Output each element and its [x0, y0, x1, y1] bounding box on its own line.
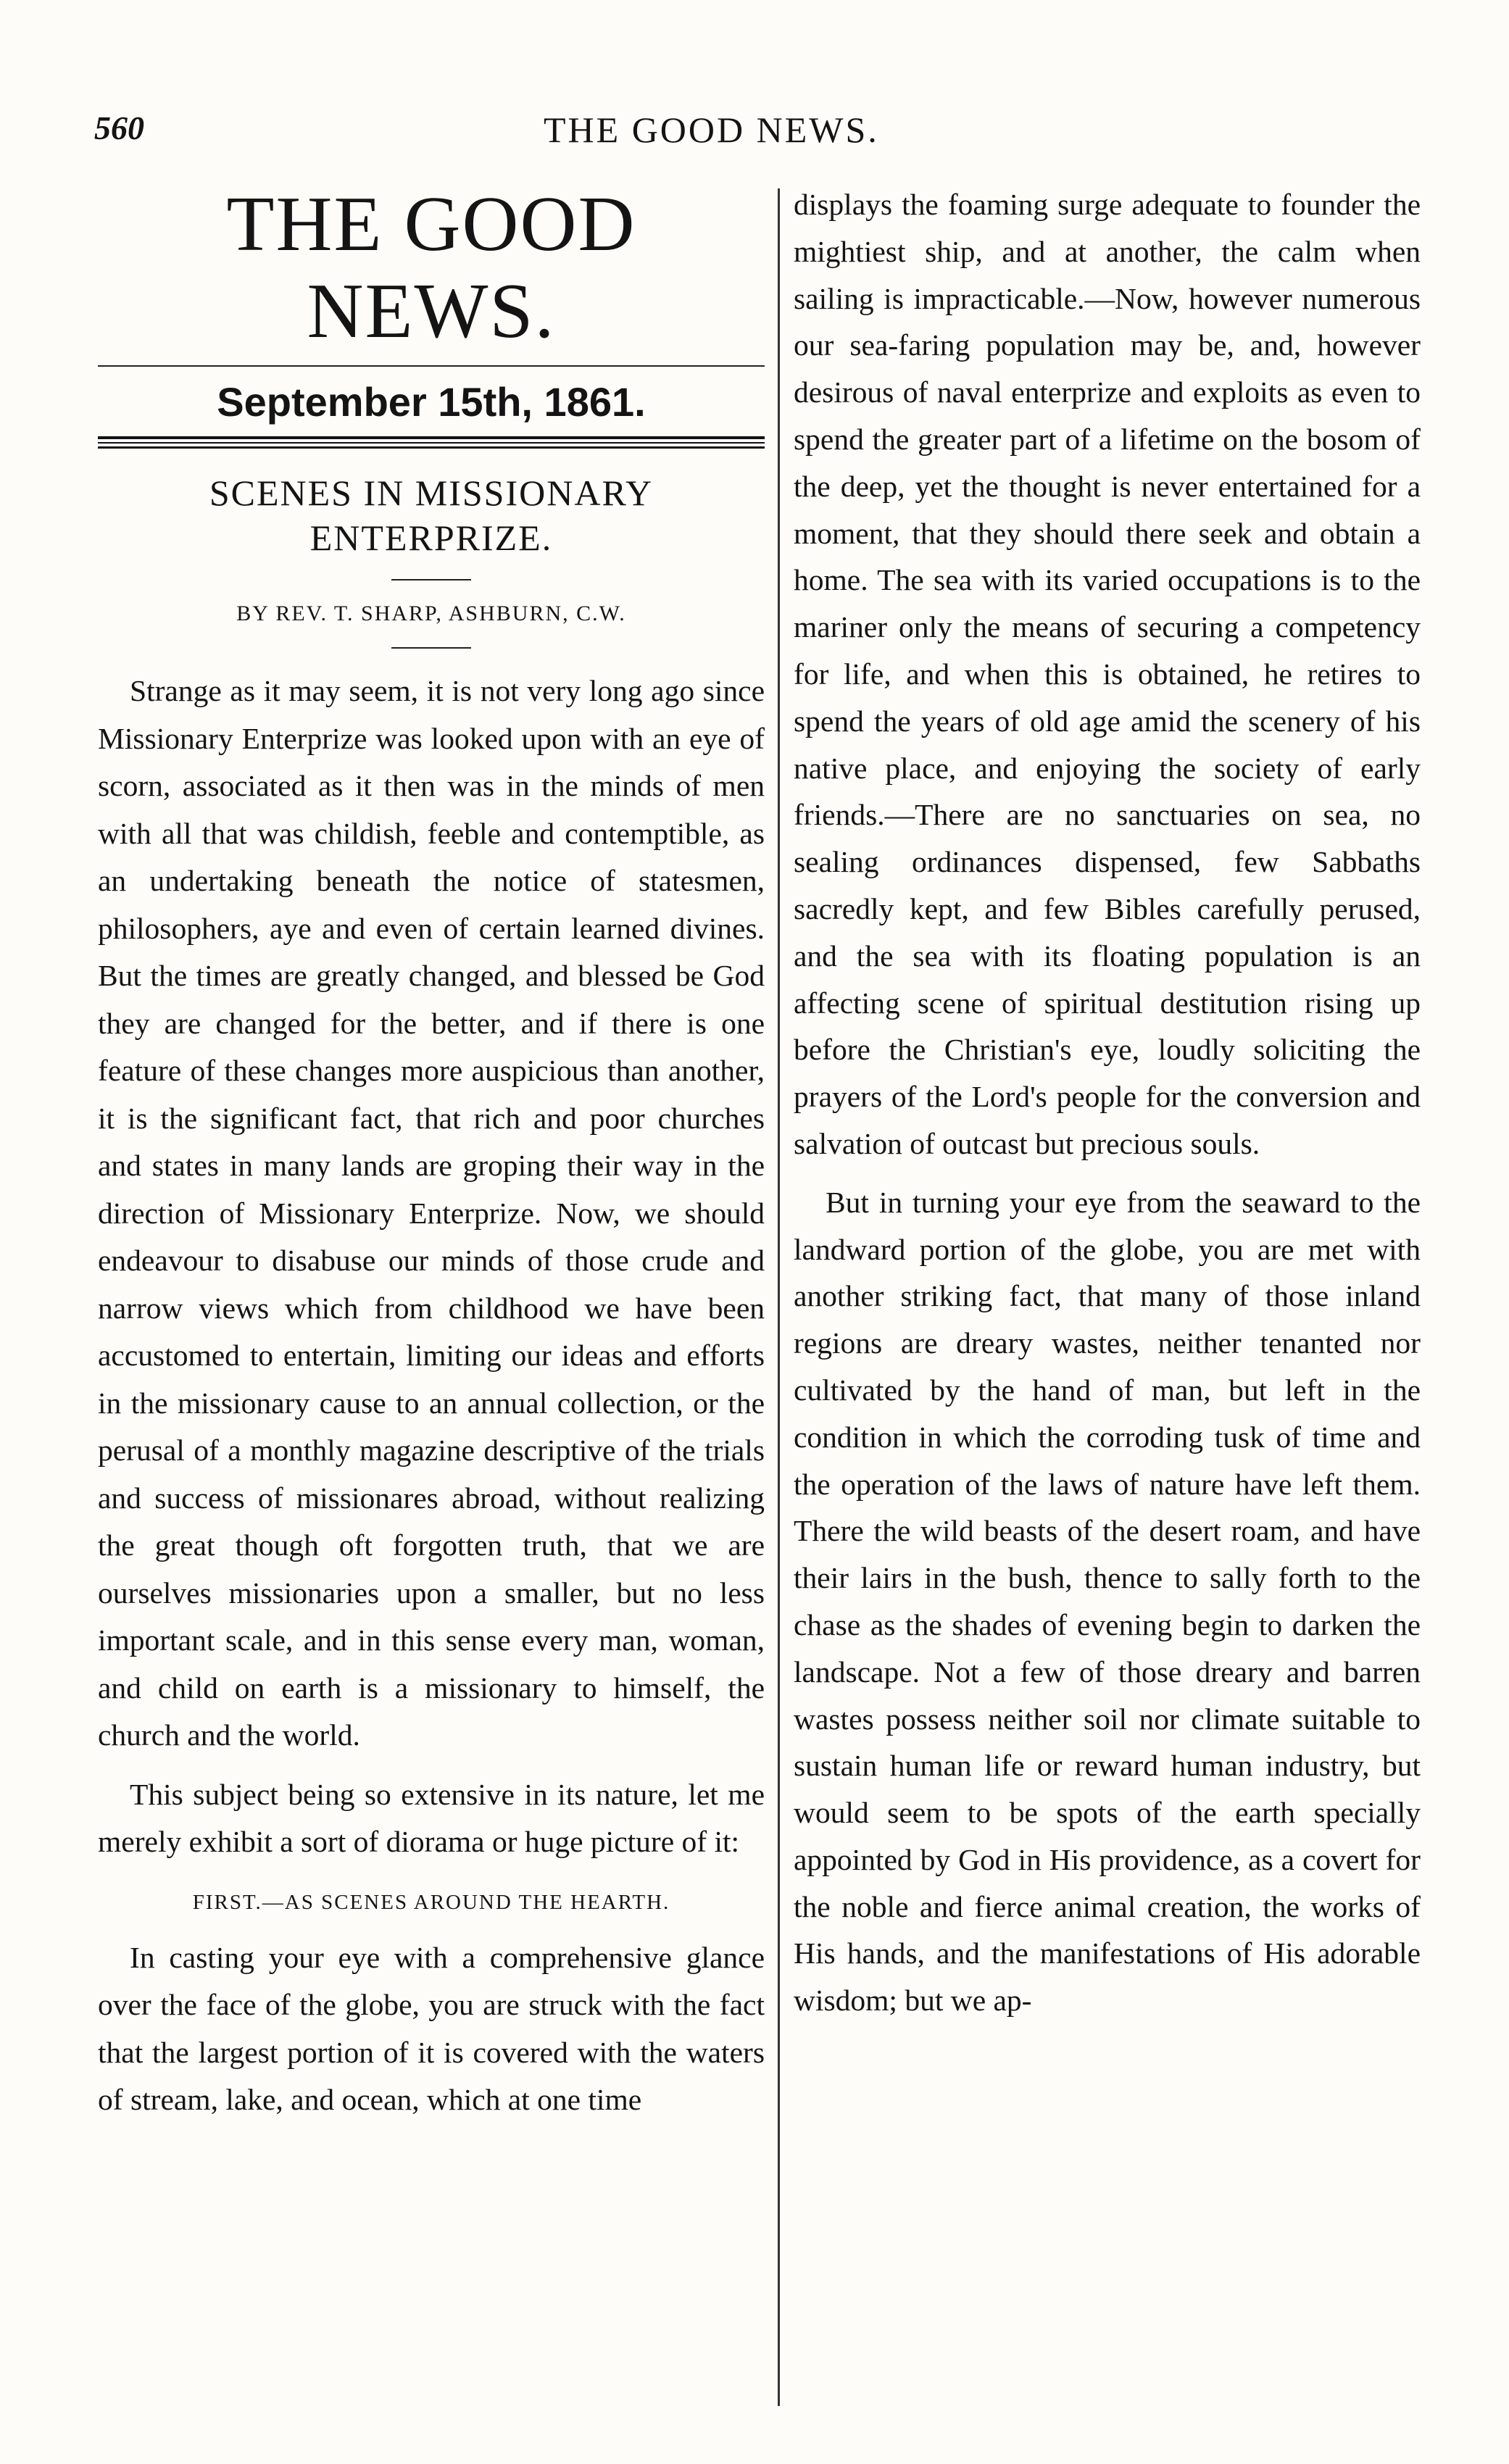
issue-date: September 15th, 1861.	[217, 379, 646, 425]
article-paragraph: displays the foaming surge adequate to founder the mightiest ship, and at another, the calm when sailing is impracticable.—Now, however numerous our sea-faring population may be, and, however desirous of naval enterprize and exploits as even to spend the greater part of a lifetime on the bosom of the deep, yet the thought is never entertained for a moment, that they should there seek and obtain a home. The sea with its varied occupations is to the mariner only the means of securing a competency for life, and when this is obtained, he retires to spend the years of old age amid the scenery of his native place, and enjoying the society of early friends.—There are no sanctuaries on sea, no sealing ordinances dispensed, few Sabbaths sacredly kept, and few Bibles carefully perused, and the sea with its floating population is an affecting scene of spiritual destitution rising up before the Christian's eye, loudly soliciting the prayers of the Lord's people for the conversion and salvation of outcast but precious souls.	[794, 188, 1421, 1160]
article-byline: BY REV. T. SHARP, ASHBURN, C.W.	[236, 602, 626, 625]
byline-divider	[391, 647, 471, 649]
date-rule-lower	[98, 446, 765, 449]
running-head	[94, 109, 1413, 159]
article-paragraph: Strange as it may seem, it is not very long ago since Missionary Enterprize was looked upon with an eye of scorn, associated as it then was in the minds of men with all that was childish, feeble and contemptible, as an undertaking beneath the notice of statesmen, philosophers, aye and even of certain learned divines. But the times are greatly changed, and blessed be God they are changed for the better, and if there is one feature of these changes more auspicious than another, it is the significant fact, that rich and poor churches and states in many lands are groping their way in the direction of Missionary Enterprize. Now, we should endeavour to disabuse our minds of those crude and narrow views which from childhood we have been accustomed to entertain, limiting our ideas and efforts in the missionary cause to an annual collection, or the perusal of a monthly magazine descriptive of the trials and success of missionares abroad, without realizing the great though oft forgotten truth, that we are ourselves missionaries upon a smaller, but no less important scale, and in this sense every man, woman, and child on earth is a missionary to himself, the church and the world.	[98, 674, 765, 1752]
article-title: SCENES IN MISSIONARY ENTERPRIZE.	[209, 473, 654, 558]
running-title: THE GOOD NEWS.	[544, 109, 879, 150]
title-divider	[391, 579, 471, 580]
article-paragraph: This subject being so extensive in its nature, let me merely exhibit a sort of diorama or huge picture of it:	[98, 1777, 765, 1858]
date-rule-upper	[98, 436, 765, 444]
left-column	[98, 181, 765, 2370]
section-heading: FIRST.—AS SCENES AROUND THE HEARTH.	[192, 1890, 670, 1914]
right-column	[794, 181, 1421, 2406]
masthead-title: THE GOOD NEWS.	[226, 181, 636, 354]
page-number: 560	[94, 109, 144, 146]
masthead-rule	[98, 365, 765, 367]
article-paragraph: In casting your eye with a comprehensive glance over the face of the globe, you are struck with the fact that the largest portion of it is covered with the waters of stream, lake, and ocean, which at one time	[98, 1940, 765, 2116]
column-divider	[778, 188, 780, 2406]
article-paragraph: But in turning your eye from the seaward to the landward portion of the globe, you are met with another striking fact, that many of those inland regions are dreary wastes, neither tenanted nor cultivated by the hand of man, but left in the condition in which the corroding tusk of time and the operation of the laws of nature have left them. There the wild beasts of the desert roam, and have their lairs in the bush, thence to sally forth to the chase as the shades of evening begin to darken the landscape. Not a few of those dreary and barren wastes possess neither soil nor climate suitable to sustain human life or reward human industry, but would seem to be spots of the earth specially appointed by God in His providence, as a covert for the noble and fierce animal creation, the works of His hands, and the manifestations of His adorable wisdom; but we ap-	[794, 1185, 1421, 2018]
